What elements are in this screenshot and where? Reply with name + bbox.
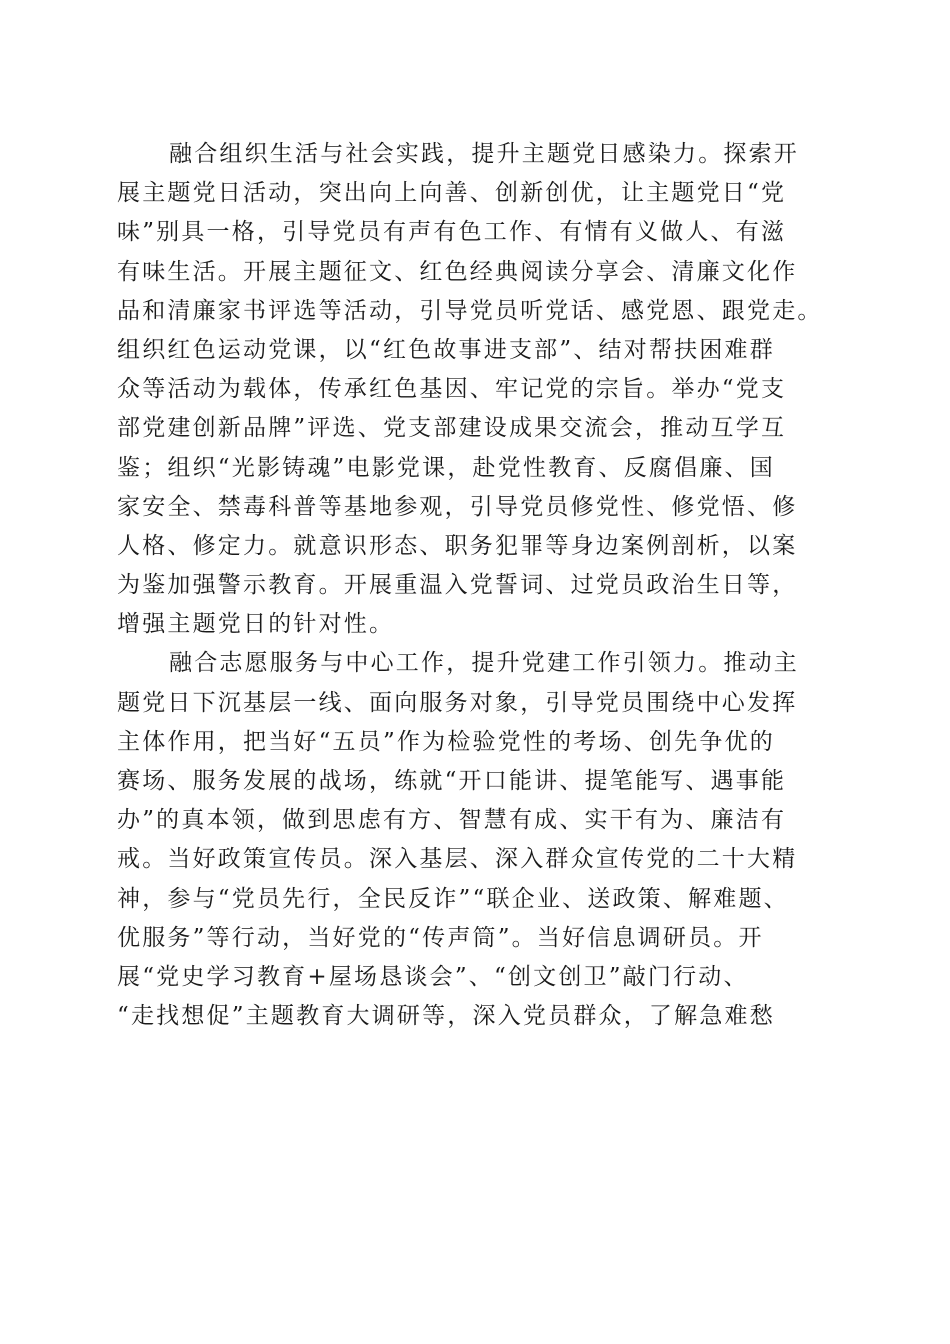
paragraph-line: 融合志愿服务与中心工作，提升党建工作引领力。推动主	[169, 650, 799, 677]
paragraph-line: 融合组织生活与社会实践，提升主题党日感染力。探索开	[169, 141, 799, 167]
paragraph-line: 展主题党日活动，突出向上向善、创新创优，让主题党日“党	[117, 180, 787, 207]
paragraph-line: 鉴；组织“光影铸魂”电影党课，赴党性教育、反腐倡廉、国	[117, 454, 775, 481]
paragraph-line: 优服务”等行动，当好党的“传声筒”。当好信息调研员。开	[117, 924, 764, 951]
paragraph-1	[117, 135, 847, 644]
paragraph-line: 展“党史学习教育+屋场恳谈会”、“创文创卫”敲门行动、	[117, 963, 749, 990]
paragraph-line: “走找想促”主题教育大调研等，深入党员群众，了解急难愁	[117, 1003, 775, 1030]
paragraph-line: 品和清廉家书评选等活动，引导党员听党话、感党恩、跟党走。	[117, 297, 823, 324]
paragraph-line: 主体作用，把当好“五员”作为检验党性的考场、创先争优的	[117, 728, 775, 755]
paragraph-line: 神，参与“党员先行，全民反诈”“联企业、送政策、解难题、	[117, 885, 789, 912]
paragraph-line: 戒。当好政策宣传员。深入基层、深入群众宣传党的二十大精	[117, 846, 798, 873]
paragraph-line: 有味生活。开展主题征文、红色经典阅读分享会、清廉文化作	[117, 258, 798, 285]
paragraph-line: 家安全、禁毒科普等基地参观，引导党员修党性、修党悟、修	[117, 493, 798, 520]
paragraph-line: 增强主题党日的针对性。	[117, 611, 395, 638]
paragraph-line: 题党日下沉基层一线、面向服务对象，引导党员围绕中心发挥	[117, 689, 798, 716]
paragraph-line: 众等活动为载体，传承红色基因、牢记党的宗旨。举办“党支	[117, 376, 787, 403]
paragraph-line: 组织红色运动党课，以“红色故事进支部”、结对帮扶困难群	[117, 336, 775, 363]
paragraph-line: 部党建创新品牌”评选、党支部建设成果交流会，推动互学互	[117, 415, 787, 442]
paragraph-2	[117, 644, 847, 1036]
paragraph-line: 人格、修定力。就意识形态、职务犯罪等身边案例剖析，以案	[117, 532, 798, 559]
paragraph-line: 赛场、服务发展的战场，练就“开口能讲、提笔能写、遇事能	[117, 768, 787, 794]
paragraph-line: 味”别具一格，引导党员有声有色工作、有情有义做人、有滋	[117, 219, 787, 246]
document-body	[117, 135, 847, 1036]
paragraph-line: 为鉴加强警示教育。开展重温入党誓词、过党员政治生日等，	[117, 572, 798, 599]
paragraph-line: 办”的真本领，做到思虑有方、智慧有成、实干有为、廉洁有	[117, 807, 787, 834]
